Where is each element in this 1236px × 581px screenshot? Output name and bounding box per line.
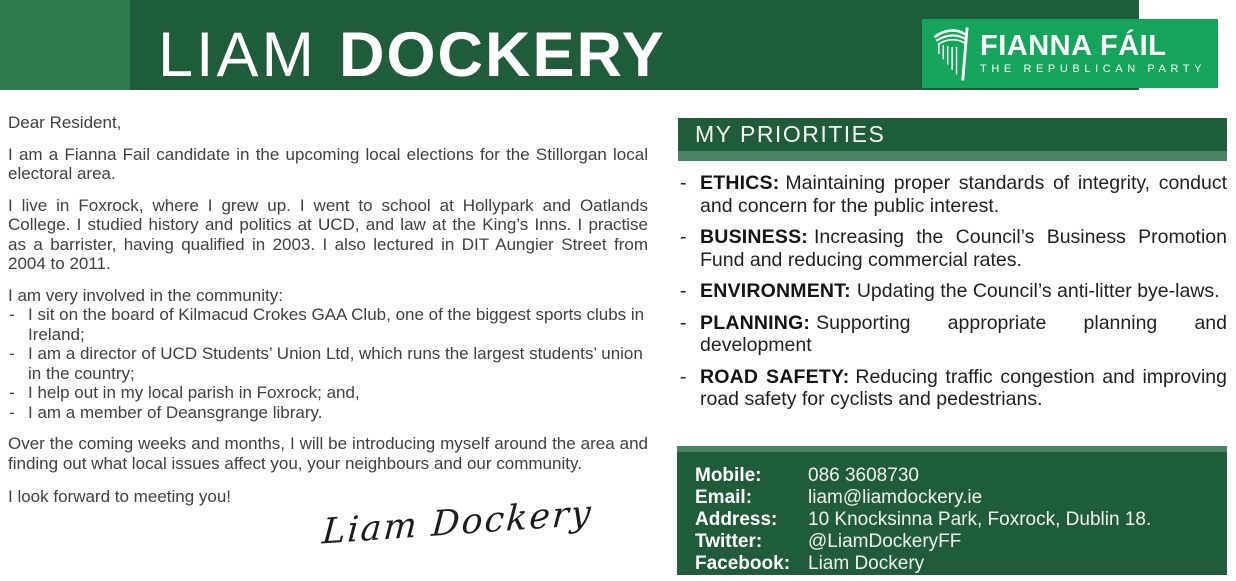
contact-row-twitter xyxy=(695,531,1217,553)
priorities-list xyxy=(678,172,1227,420)
candidate-name-title xyxy=(158,10,666,100)
logo-text-block xyxy=(980,31,1206,76)
salutation: Dear Resident, xyxy=(8,113,122,132)
contact-row-mobile xyxy=(695,465,1217,487)
harp-icon xyxy=(930,25,976,83)
priorities-header-bar xyxy=(678,118,1227,151)
contact-value: Liam Dockery xyxy=(808,553,925,574)
priority-text: Supporting appropriate planning and development xyxy=(700,311,1227,356)
priority-item xyxy=(678,366,1227,411)
contact-label: Email: xyxy=(695,487,753,508)
contact-value: liam@liamdockery.ie xyxy=(808,487,983,508)
contact-rows xyxy=(695,465,1217,575)
list-item: - I am a member of Deansgrange library. xyxy=(8,403,648,423)
priority-term: PLANNING: xyxy=(700,311,811,334)
priority-term: ENVIRONMENT: xyxy=(700,280,851,302)
priority-term: ROAD SAFETY: xyxy=(700,365,850,388)
community-intro: I am very involved in the community: xyxy=(8,285,283,305)
contact-box-strip xyxy=(677,446,1227,452)
priority-term: ETHICS: xyxy=(700,172,780,194)
priority-text: Updating the Council’s anti-litter bye-laws. xyxy=(856,280,1220,302)
fianna-fail-logo xyxy=(922,19,1218,88)
list-item: - I am a director of UCD Students’ Union Ltd, which runs the largest students’ union in the country; xyxy=(8,344,648,383)
contact-box xyxy=(677,446,1227,575)
priorities-header-strip xyxy=(678,151,1227,161)
contact-value: @LiamDockeryFF xyxy=(808,531,962,552)
signoff: I look forward to meeting you! xyxy=(8,487,232,506)
priority-text: Maintaining proper standards of integrity, conduct and concern for the public interest. xyxy=(700,172,1227,217)
party-name: FIANNA FÁIL xyxy=(980,30,1167,62)
list-item: - I help out in my local parish in Foxrock; and, xyxy=(8,383,648,403)
priority-item xyxy=(678,280,1227,303)
party-tagline: THE REPUBLICAN PARTY xyxy=(980,63,1207,75)
list-item: - I sit on the board of Kilmacud Crokes GAA Club, one of the biggest sports clubs in Ireland; xyxy=(8,305,648,344)
contact-row-facebook xyxy=(695,553,1217,575)
contact-value: 10 Knocksinna Park, Foxrock, Dublin 18. xyxy=(808,509,1152,530)
letter-paragraph: I am a Fianna Fail candidate in the upcoming local elections for the Stillorgan local electoral area. xyxy=(8,144,648,183)
contact-label: Mobile: xyxy=(695,465,762,486)
community-list xyxy=(8,305,648,422)
contact-row-email xyxy=(695,487,1217,509)
header-accent-square xyxy=(0,0,130,90)
title-last-name: DOCKERY xyxy=(339,20,666,90)
letter-paragraph: I live in Foxrock, where I grew up. I went to school at Hollypark and Oatlands College. I studied history and politics at UCD, and law at the King’s Inns. I practise as a barrister, having qualified in 2003. I also lectured in DIT Aungier Street from 2004 to 2011. xyxy=(8,195,648,273)
letter-paragraph: Over the coming weeks and months, I will be introducing myself around the area and finding out what local issues affect you, your neighbours and our community. xyxy=(8,434,648,473)
priority-item xyxy=(678,226,1227,271)
contact-label: Facebook: xyxy=(695,553,791,574)
title-first-name: LIAM xyxy=(158,20,318,90)
priority-term: BUSINESS: xyxy=(700,226,808,248)
letter-body xyxy=(8,113,648,519)
contact-value: 086 3608730 xyxy=(808,465,919,486)
priority-text: Reducing traffic congestion and improving road safety for cyclists and pedestrians. xyxy=(700,365,1227,410)
priorities-heading: MY PRIORITIES xyxy=(695,121,886,147)
contact-row-address xyxy=(695,509,1217,531)
priority-item xyxy=(678,172,1227,217)
priority-item xyxy=(678,312,1227,357)
contact-label: Address: xyxy=(695,509,778,530)
handwritten-signature: Liam Dockery xyxy=(320,493,594,553)
contact-label: Twitter: xyxy=(695,531,763,552)
priority-text: Increasing the Council’s Business Promotion Fund and reducing commercial rates. xyxy=(700,226,1227,271)
